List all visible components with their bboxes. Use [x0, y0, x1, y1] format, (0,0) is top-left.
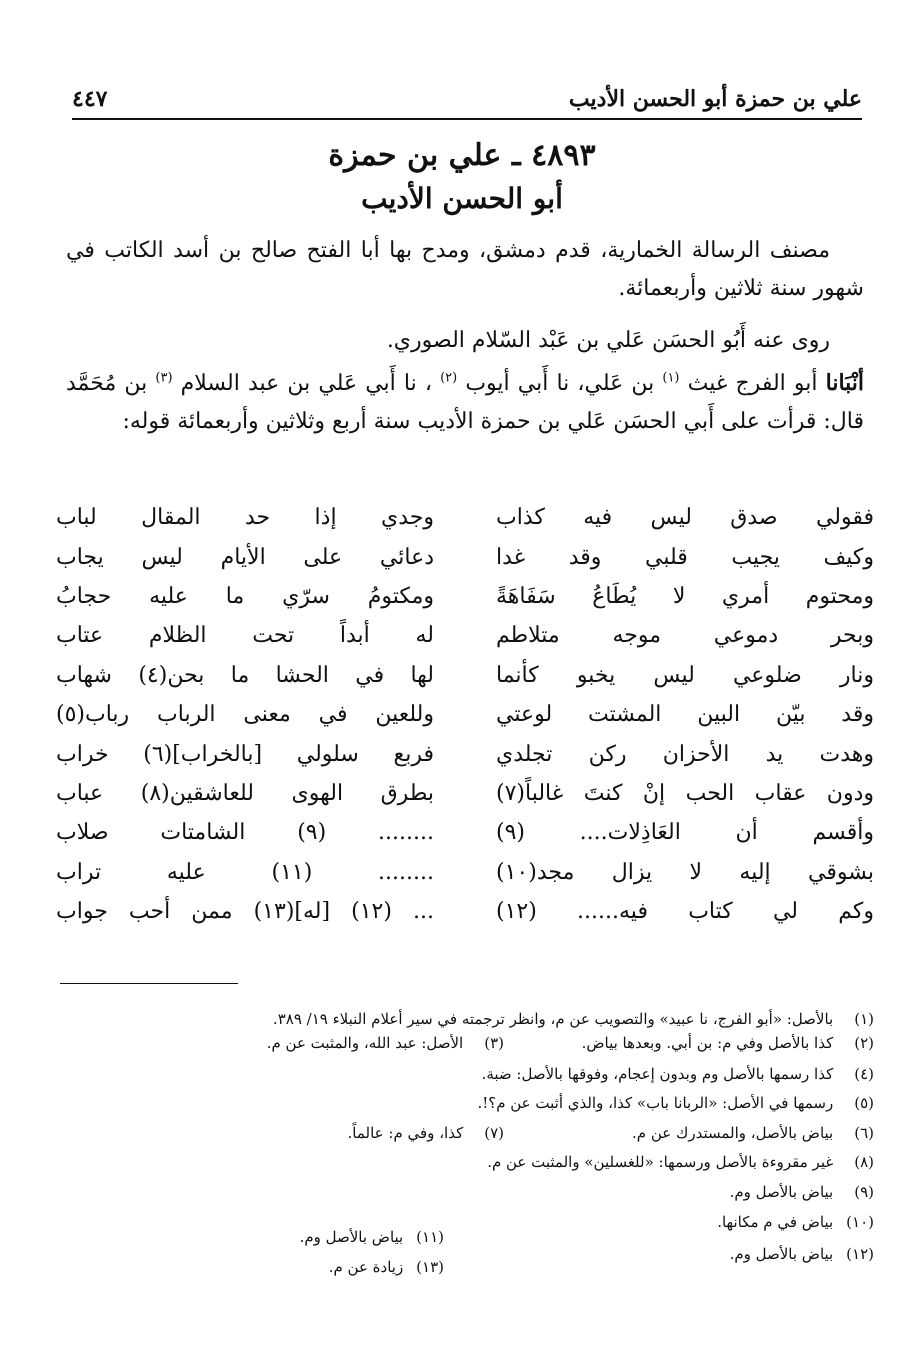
isnad-text-c: ، نا أَبي عَلي بن عبد السلام: [180, 371, 432, 396]
running-header: [72, 70, 862, 120]
footnote-10: (١٠) بياض في م مكانها.: [717, 1213, 874, 1231]
poem-verse: [56, 577, 874, 616]
footnote-12: (١٢) بياض بالأصل وم.: [729, 1245, 874, 1263]
entry-subtitle: أبو الحسن الأديب: [361, 182, 563, 215]
verse-second-hemistich: فربع سلولي [بالخراب](٦) خراب: [56, 741, 435, 767]
footnote-7: (٧) كذا، وفي م: عالماً.: [347, 1124, 504, 1142]
verse-first-hemistich: بشوقي إليه لا يزال مجد(١٠): [496, 859, 874, 885]
poem-verse: [56, 892, 874, 931]
paragraph-isnad: [66, 364, 864, 441]
poem: [56, 498, 874, 931]
verse-first-hemistich: فقولي صدق ليس فيه كذاب: [496, 505, 874, 531]
footnote-ref-3: (٣): [155, 370, 173, 386]
running-title: علي بن حمزة أبو الحسن الأديب: [568, 86, 862, 112]
poem-verse: [56, 616, 874, 655]
footnote-separator: [60, 983, 238, 984]
verse-second-hemistich: وللعين في معنى الرباب رباب(٥): [56, 702, 434, 728]
poem-verse: [56, 813, 874, 852]
footnote-9: (٩) بياض بالأصل وم.: [729, 1183, 874, 1201]
verse-second-hemistich: وجدي إذا حد المقال لباب: [56, 505, 434, 531]
footnote-2: (٢) كذا بالأصل وفي م: بن أبي. وبعدها بياض.: [581, 1034, 874, 1052]
verse-second-hemistich: ... (١٢) [له](١٣) ممن أحب جواب: [56, 899, 434, 925]
verse-first-hemistich: ومحتوم أمري لا يُطَاعُ سَفَاهَةً: [496, 583, 874, 609]
isnad-text-d: بن مُحَمَّد قال: قرأت على أَبي الحسَن عَلي بن حمزة الأديب سنة أربع وثلاثين وأربعمائة قوله:: [66, 371, 864, 434]
footnote-ref-1: (١): [662, 370, 680, 386]
poem-verse: [56, 774, 874, 813]
verse-first-hemistich: وأقسم أن العَاذِلات.... (٩): [496, 820, 874, 846]
poem-verse: [56, 498, 874, 537]
footnote-6: (٦) بياض بالأصل، والمستدرك عن م.: [632, 1124, 874, 1142]
verse-second-hemistich: بطرق الهوى للعاشقين(٨) عباب: [56, 780, 434, 806]
verse-second-hemistich: ومكتومُ سرّي ما عليه حجابُ: [56, 583, 434, 609]
isnad-text-b: بن عَلي، نا أَبي أيوب: [465, 371, 655, 396]
verse-second-hemistich: ........ (١١) عليه تراب: [56, 859, 435, 885]
poem-verse: [56, 695, 874, 734]
footnote-11: (١١) بياض بالأصل وم.: [299, 1228, 444, 1246]
paragraph-narrator: روى عنه أَبُو الحسَن عَلي بن عَبْد السّلام الصوري.: [386, 328, 830, 353]
isnad-lead: أنْبَانا: [825, 370, 865, 396]
footnote-8: (٨) غير مقروءة بالأصل ورسمها: «للغسلين» والمثبت عن م.: [487, 1153, 874, 1171]
verse-first-hemistich: ودون عقاب الحب إنْ كنتَ غالباً(٧): [496, 780, 874, 806]
poem-verse: [56, 734, 874, 773]
footnote-3: (٣) الأصل: عبد الله، والمثبت عن م.: [266, 1034, 504, 1052]
footnote-4: (٤) كذا رسمها بالأصل وم وبدون إعجام، وفوقها بالأصل: ضبة.: [481, 1065, 874, 1083]
verse-first-hemistich: وكم لي كتاب فيه...... (١٢): [496, 899, 874, 925]
footnote-ref-2: (٢): [440, 370, 458, 386]
poem-verse: [56, 537, 874, 576]
verse-second-hemistich: ........ (٩) الشامتات صلاب: [56, 820, 434, 846]
footnote-1: (١) بالأصل: «أبو الفرج، نا عبيد» والتصويب عن م، وانظر ترجمته في سير أعلام النبلاء ١٩/ ٣٨٩.: [272, 1010, 874, 1028]
poem-verse: [56, 853, 874, 892]
verse-first-hemistich: ونار ضلوعي ليس يخبو كأنما: [496, 662, 874, 688]
isnad-text-a: أبو الفرج غيث: [687, 371, 818, 396]
entry-title: ٤٨٩٣ ـ علي بن حمزة: [328, 138, 596, 173]
verse-first-hemistich: وبحر دموعي موجه متلاطم: [496, 623, 874, 649]
verse-second-hemistich: دعائي على الأيام ليس يجاب: [56, 544, 434, 570]
poem-verse: [56, 656, 874, 695]
verse-first-hemistich: وهدت يد الأحزان ركن تجلدي: [496, 741, 874, 767]
page-number: ٤٤٧: [72, 86, 108, 112]
verse-first-hemistich: وكيف يجيب قلبي وقد غدا: [496, 544, 874, 570]
footnote-13: (١٣) زيادة عن م.: [328, 1258, 444, 1276]
verse-second-hemistich: له أبداً تحت الظلام عتاب: [56, 623, 434, 649]
footnote-5: (٥) رسمها في الأصل: «الربانا باب» كذا، والذي أثبت عن م؟!.: [477, 1094, 874, 1112]
verse-first-hemistich: وقد بيّن البين المشتت لوعتي: [496, 702, 874, 728]
paragraph-bio: مصنف الرسالة الخمارية، قدم دمشق، ومدح بها أبا الفتح صالح بن أسد الكاتب في شهور سنة ثلاثين وأربعمائة.: [66, 238, 864, 301]
verse-second-hemistich: لها في الحشا ما بحن(٤) شهاب: [56, 662, 434, 688]
